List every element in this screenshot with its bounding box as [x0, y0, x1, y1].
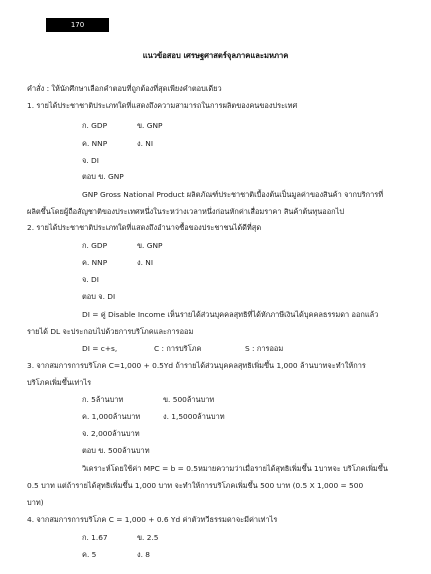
- q3-answer: ตอบ ข. 500ล้านบาท: [82, 446, 150, 455]
- q3-choice-b: ข. 500ล้านบาท: [163, 395, 215, 404]
- q1-choice-b: ข. GNP: [137, 121, 163, 130]
- question-1-text: 1. รายได้ประชาชาติประเภทใดที่แสดงถึงความสามารถในการผลิตของคนของประเทศ: [27, 101, 298, 110]
- q4-choice-a: ก. 1.67: [82, 533, 108, 542]
- q2-explanation-line-2: รายได้ DL จะประกอบไปด้วยการบริโภคและการออม: [27, 327, 194, 336]
- question-3-text-line-1: 3. จากสมการการบริโภค C=1,000 + 0.5Yd ถ้ารายได้ส่วนบุคคลสุทธิเพิ่มขึ้น 1,000 ล้านบาทจะทำให้การ: [27, 361, 366, 370]
- q1-choice-a: ก. GDP: [82, 121, 108, 130]
- q3-explanation-line-1: วิเคราะห์โดยใช้ค่า MPC = b = 0.5หมายความว่าเมื่อรายได้สุทธิเพิ่มขึ้น 1บาทจะ บริโภคเพิ่มขึ้น: [82, 464, 388, 473]
- question-3-text-line-2: บริโภคเพิ่มขึ้นเท่าไร: [27, 378, 92, 387]
- q2-formula-di: DI = c+s,: [82, 344, 118, 353]
- q3-choice-e: จ. 2,000ล้านบาท: [82, 429, 140, 438]
- q1-answer: ตอบ ข. GNP: [82, 172, 124, 181]
- q1-explanation-line-1: GNP Gross National Product ผลิตภัณฑ์ประชาชาติเบื้องต้นเป็นมูลค่าของสินค้า จากบริการที่: [82, 190, 384, 199]
- q2-choice-b: ข. GNP: [137, 241, 163, 250]
- q3-explanation-line-3: บาท): [27, 498, 44, 507]
- q2-choice-c: ค. NNP: [82, 258, 108, 267]
- q2-formula-s: S : การออม: [245, 344, 284, 353]
- q2-formula-c: C : การบริโภค: [154, 344, 202, 353]
- q3-choice-c: ค. 1,000ล้านบาท: [82, 412, 141, 421]
- q1-choice-c: ค. NNP: [82, 139, 108, 148]
- q2-choice-a: ก. GDP: [82, 241, 108, 250]
- q2-explanation-line-1: DI = คู่ Disable Income เห็นรายได้ส่วนบุคคลสุทธิที่ได้หักภาษีเงินได้บุคคลธรรมดา ออกแล้ว: [82, 310, 379, 319]
- q4-choice-c: ค. 5: [82, 550, 97, 559]
- question-2-text: 2. รายได้ประชาชาติประเภทใดที่แสดงถึงอำนาจซื้อของประชาชนได้ดีที่สุด: [27, 223, 262, 232]
- page-number-badge: 170: [46, 18, 109, 32]
- q2-answer: ตอบ จ. DI: [82, 292, 116, 301]
- q1-choice-e: จ. DI: [82, 156, 99, 165]
- q1-choice-d: ง. NI: [137, 139, 154, 148]
- q2-choice-d: ง. NI: [137, 258, 154, 267]
- q3-explanation-line-2: 0.5 บาท แต่ถ้ารายได้สุทธิเพิ่มขึ้น 1,000 บาท จะทำให้การบริโภคเพิ่มขึ้น 500 บาท (0.5 X 1,000 = 500: [27, 481, 364, 490]
- instruction-text: คำสั่ง : ให้นักศึกษาเลือกคำตอบที่ถูกต้องที่สุดเพียงคำตอบเดียว: [27, 84, 222, 93]
- q3-choice-a: ก. 5ล้านบาท: [82, 395, 124, 404]
- q2-choice-e: จ. DI: [82, 275, 99, 284]
- q4-choice-b: ข. 2.5: [137, 533, 159, 542]
- q3-choice-d: ง. 1,5000ล้านบาท: [163, 412, 225, 421]
- page-title: แนวข้อสอบ เศรษฐศาสตร์จุลภาคและมหภาค: [142, 51, 289, 60]
- q1-explanation-line-2: ผลิตขึ้นโดยผู้ถือสัญชาติของประเทศหนึ่งในระหว่างเวลาหนึ่งก่อนหักค่าเสื่อมราคา สินค้าต้นทุนออกไป: [27, 207, 345, 216]
- q4-choice-d: ง. 8: [137, 550, 151, 559]
- question-4-text: 4. จากสมการการบริโภค C = 1,000 + 0.6 Yd ค่าตัวทวีธรรมดาจะมีค่าเท่าไร: [27, 515, 278, 524]
